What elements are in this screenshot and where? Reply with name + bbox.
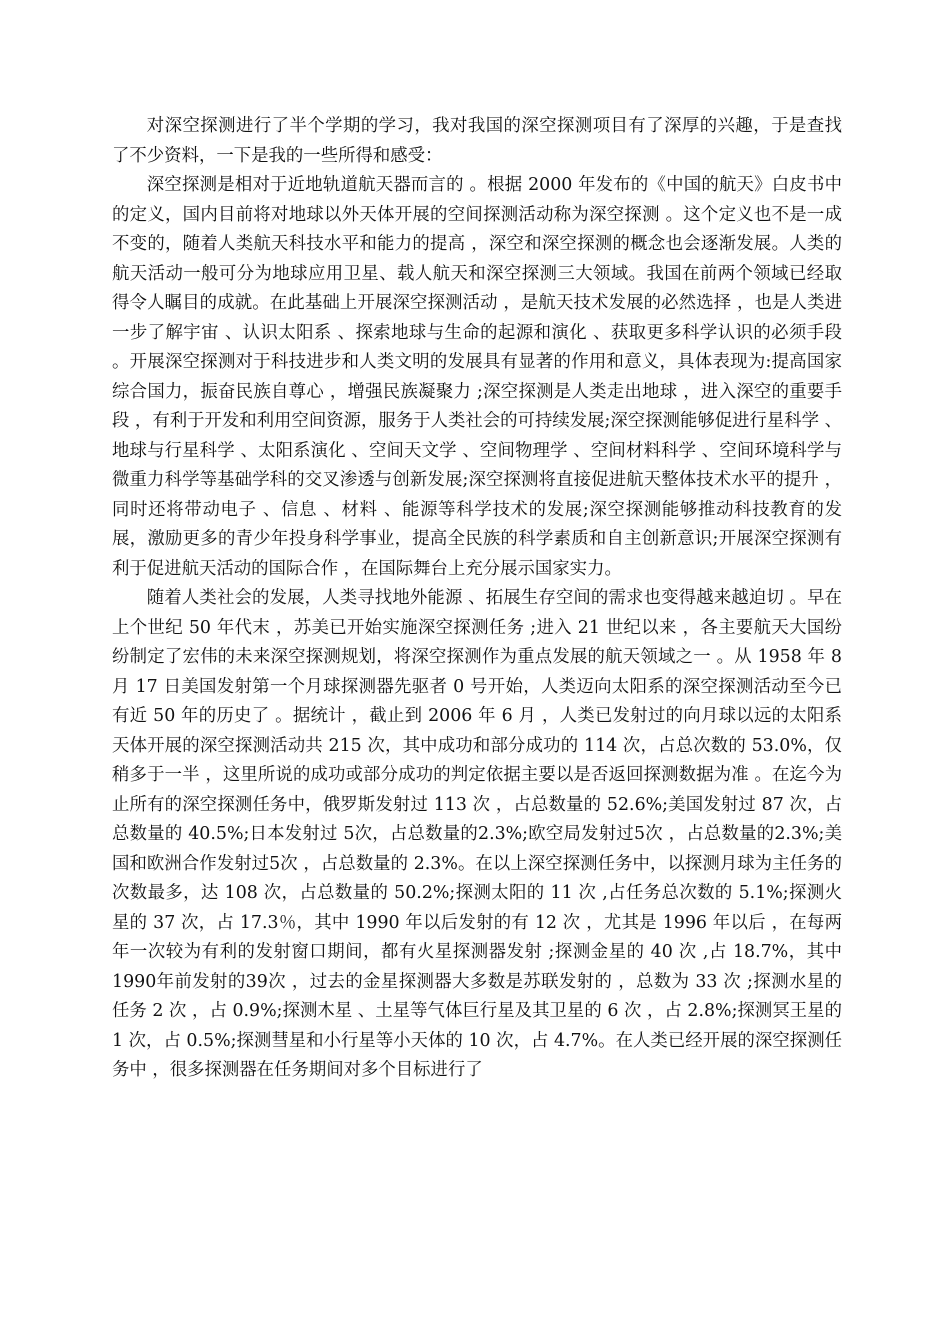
paragraph-history-statistics: 随着人类社会的发展，人类寻找地外能源 、拓展生存空间的需求也变得越来越迫切 。早在上个世纪 50 年代末 ，苏美已开始实施深空探测任务 ;进入 21 世纪以来 ，各主要航天大国纷纷制定了宏伟的未来深空探测规划，将深空探测作为重点发展的航天领域之一 。从 1958 年 8 月 17 日美国发射第一个月球探测器先驱者 0 号开始，人类迈向太阳系的深空探测活动至今已有近 50 年的历史了 。据统计 ，截止到 2006 年 6 月 ，人类已发射过的向月球以远的太阳系天体开展的深空探测活动共 215 次，其中成功和部分成功的 114 次，占总次数的 53.0%，仅稍多于一半 ，这里所说的成功或部分成功的判定依据主要以是否返回探测数据为准 。在迄今为止所有的深空探测任务中，俄罗斯发射过 113 次 ，占总数量的 52.6%;美国发射过 87 次，占总数量的 40.5%;日本发射过 5次，占总数量的2.3%;欧空局发射过5次 ，占总数量的2.3%;美国和欧洲合作发射过5次 ，占总数量的 2.3%。在以上深空探测任务中，以探测月球为主任务的次数最多，达 108 次，占总数量的 50.2%;探测太阳的 11 次 ,占任务总次数的 5.1%;探测火星的 37 次，占 17.3％，其中 1990 年以后发射的有 12 次 ，尤其是 1996 年以后 ，在每两年一次较为有利的发射窗口期间，都有火星探测器发射 ;探测金星的 40 次 ,占 18.7%，其中 1990年前发射的39次 ，过去的金星探测器大多数是苏联发射的 ，总数为 33 次 ;探测水星的任务 2 次 ，占 0.9%;探测木星 、土星等气体巨行星及其卫星的 6 次 ，占 2.8%;探测冥王星的 1 次，占 0.5%;探测彗星和小行星等小天体的 10 次，占 4.7%。在人类已经开展的深空探测任务中 ，很多探测器在任务期间对多个目标进行了	[112, 588, 842, 1080]
document-body	[112, 112, 842, 1086]
paragraph-definition: 深空探测是相对于近地轨道航天器而言的 。根据 2000 年发布的《中国的航天》白皮书中的定义，国内目前将对地球以外天体开展的空间探测活动称为深空探测 。这个定义也不是一成不变的，随着人类航天科技水平和能力的提高 ，深空和深空探测的概念也会逐渐发展。人类的航天活动一般可分为地球应用卫星、载人航天和深空探测三大领域。我国在前两个领域已经取得令人瞩目的成就。在此基础上开展深空探测活动 ，是航天技术发展的必然选择 ，也是人类进一步了解宇宙 、认识太阳系 、探索地球与生命的起源和演化 、获取更多科学认识的必须手段 。开展深空探测对于科技进步和人类文明的发展具有显著的作用和意义，具体表现为:提高国家综合国力，振奋民族自尊心 ，增强民族凝聚力 ;深空探测是人类走出地球 ，进入深空的重要手段 ，有利于开发和利用空间资源，服务于人类社会的可持续发展;深空探测能够促进行星科学 、地球与行星科学 、太阳系演化 、空间天文学 、空间物理学 、空间材料科学 、空间环境科学与微重力科学等基础学科的交叉渗透与创新发展;深空探测将直接促进航天整体技术水平的提升 ，同时还将带动电子 、信息 、材料 、能源等科学技术的发展;深空探测能够推动科技教育的发展，激励更多的青少年投身科学事业，提高全民族的科学素质和自主创新意识;开展深空探测有利于促进航天活动的国际合作 ，在国际舞台上充分展示国家实力。	[112, 175, 842, 579]
paragraph-intro: 对深空探测进行了半个学期的学习，我对我国的深空探测项目有了深厚的兴趣，于是查找了不少资料，一下是我的一些所得和感受：	[112, 116, 842, 166]
